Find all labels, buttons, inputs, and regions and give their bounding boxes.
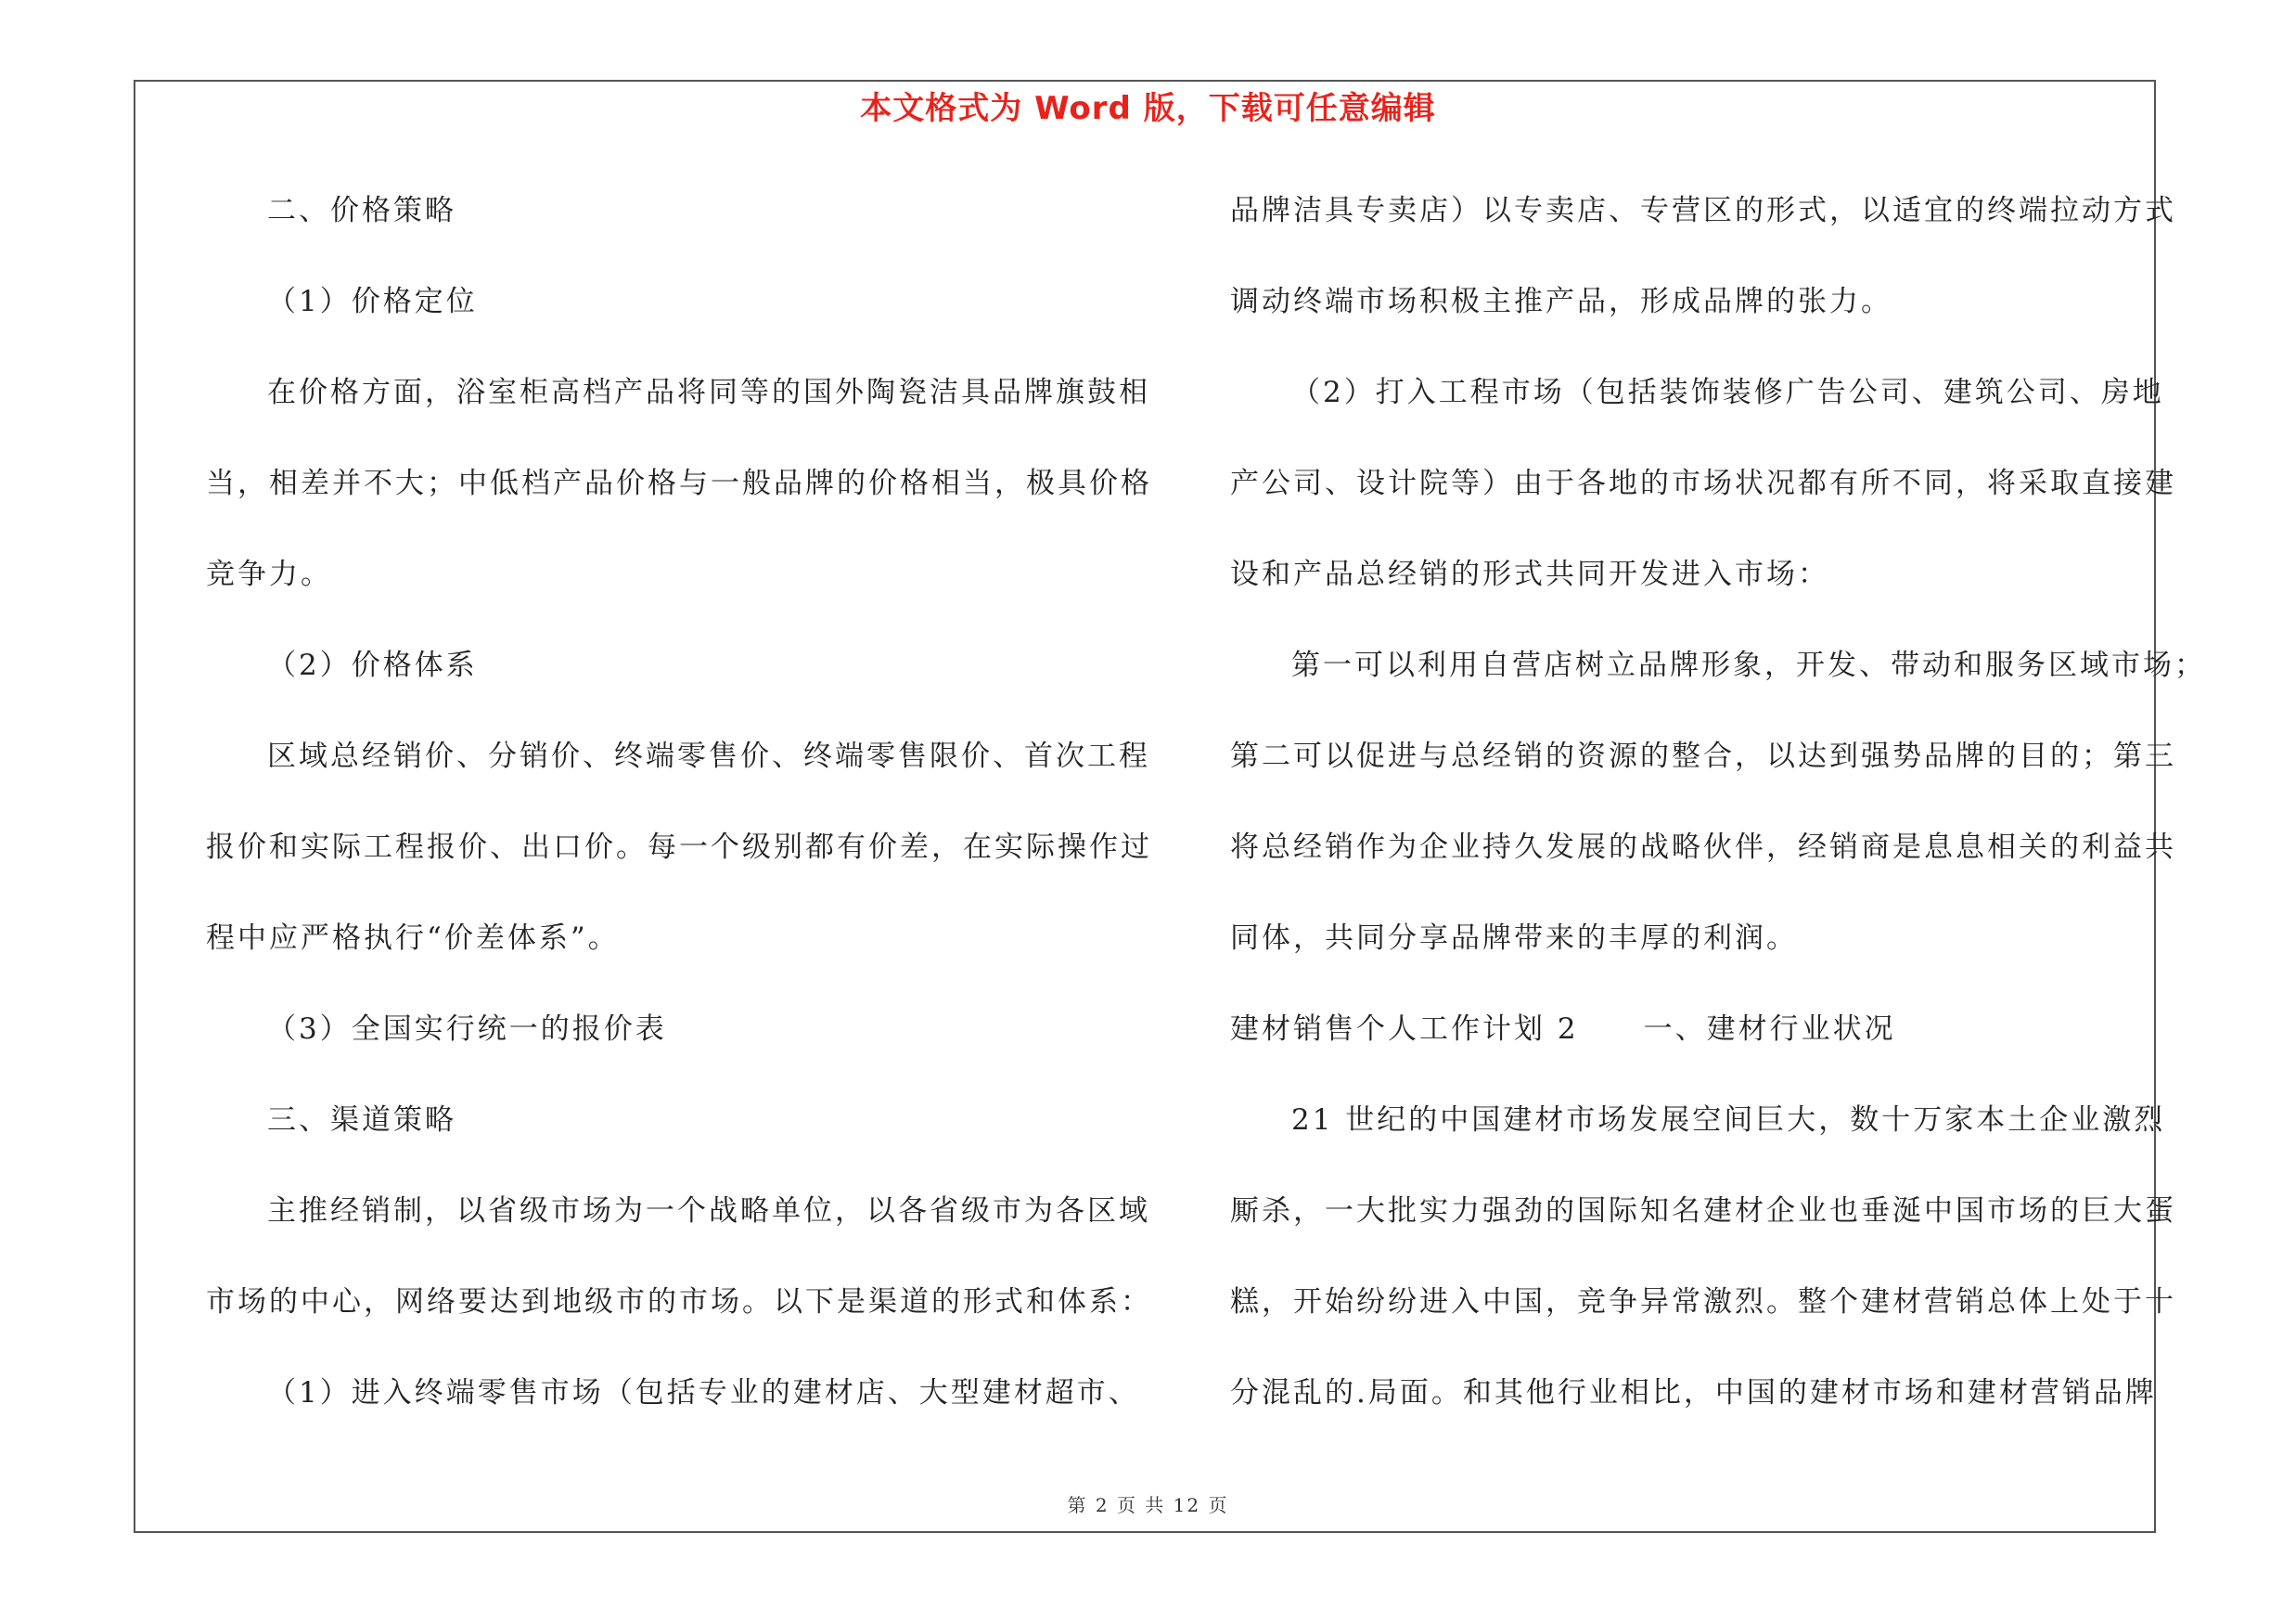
text-line: 主推经销制，以省级市场为一个战略单位，以各省级市为各区域 xyxy=(267,1194,1150,1228)
text-line: 糕，开始纷纷进入中国，竞争异常激烈。整个建材营销总体上处于十 xyxy=(1230,1285,2176,1319)
text-line: 竞争力。 xyxy=(206,558,332,591)
section-heading: 一、建材行业状况 xyxy=(1643,1012,1896,1046)
section-heading-line xyxy=(1230,1000,2153,1091)
text-line: 第一可以利用自营店树立品牌形象，开发、带动和服务区域市场； xyxy=(1291,649,2206,682)
text-line: 调动终端市场积极主推产品，形成品牌的张力。 xyxy=(1230,285,1892,318)
text-line: 品牌洁具专卖店）以专卖店、专营区的形式，以适宜的终端拉动方式 xyxy=(1230,194,2176,227)
text-line: 报价和实际工程报价、出口价。每一个级别都有价差，在实际操作过 xyxy=(206,831,1152,864)
text-line: 分混乱的.局面。和其他行业相比，中国的建材市场和建材营销品牌 xyxy=(1230,1376,2157,1410)
text-line: 设和产品总经销的形式共同开发进入市场： xyxy=(1230,558,1829,591)
text-line: （1）价格定位 xyxy=(267,285,478,318)
text-line: （3）全国实行统一的报价表 xyxy=(267,1012,667,1046)
left-column xyxy=(206,182,1152,1455)
text-line: （2）价格体系 xyxy=(267,649,478,682)
plan-title: 建材销售个人工作计划 2 xyxy=(1230,1012,1579,1046)
text-line: 当，相差并不大；中低档产品价格与一般品牌的价格相当，极具价格 xyxy=(206,467,1152,500)
text-line: 在价格方面，浴室柜高档产品将同等的国外陶瓷洁具品牌旗鼓相 xyxy=(267,376,1150,409)
text-line: 二、价格策略 xyxy=(267,194,456,227)
text-line: 市场的中心，网络要达到地级市的市场。以下是渠道的形式和体系： xyxy=(206,1285,1152,1319)
text-line: 同体，共同分享品牌带来的丰厚的利润。 xyxy=(1230,921,1798,955)
text-line: （2）打入工程市场（包括装饰装修广告公司、建筑公司、房地 xyxy=(1291,376,2164,409)
text-line: （1）进入终端零售市场（包括专业的建材店、大型建材超市、 xyxy=(267,1376,1140,1410)
text-line: 程中应严格执行“价差体系”。 xyxy=(206,921,620,955)
right-column xyxy=(1230,182,2206,1455)
text-line: 21 世纪的中国建材市场发展空间巨大，数十万家本土企业激烈 xyxy=(1291,1103,2166,1137)
text-line: 将总经销作为企业持久发展的战略伙伴，经销商是息息相关的利益共 xyxy=(1230,831,2176,864)
text-line: 三、渠道策略 xyxy=(267,1103,456,1137)
text-line: 产公司、设计院等）由于各地的市场状况都有所不同，将采取直接建 xyxy=(1230,467,2176,500)
word-format-banner: 本文格式为 Word 版，下载可任意编辑 xyxy=(860,90,1436,127)
text-line: 第二可以促进与总经销的资源的整合，以达到强势品牌的目的；第三 xyxy=(1230,740,2176,773)
text-line: 区域总经销价、分销价、终端零售价、终端零售限价、首次工程 xyxy=(267,740,1150,773)
page-number-footer: 第 2 页 共 12 页 xyxy=(1067,1494,1229,1516)
text-line: 厮杀，一大批实力强劲的国际知名建材企业也垂涎中国市场的巨大蛋 xyxy=(1230,1194,2176,1228)
